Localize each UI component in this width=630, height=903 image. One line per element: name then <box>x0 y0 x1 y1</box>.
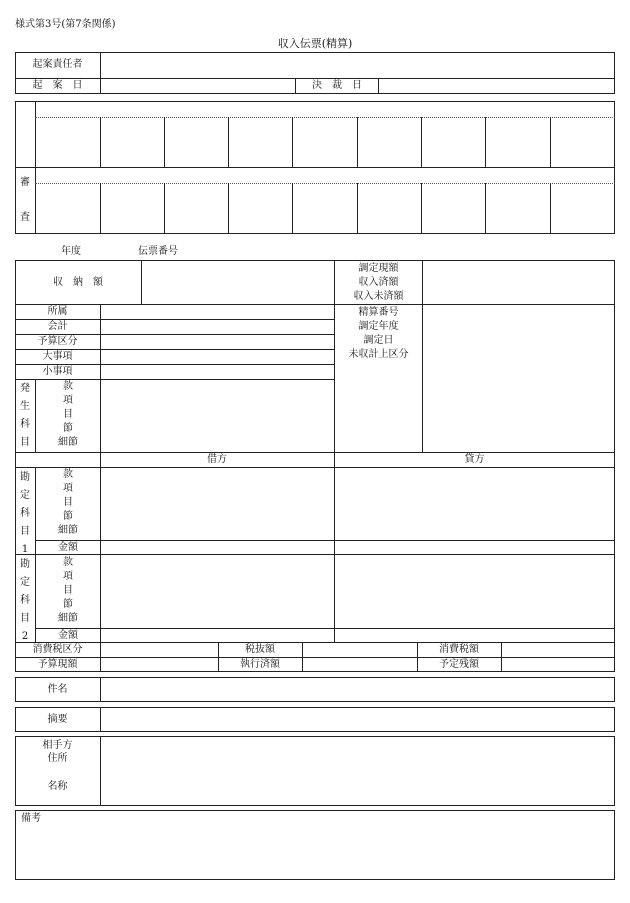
account1-char-5: 1 <box>21 544 29 555</box>
account1-char-2: 定 <box>20 490 30 501</box>
account1-char-3: 科 <box>20 508 30 519</box>
acc1-amount-label: 金額 <box>58 542 78 553</box>
origin-char-4: 目 <box>20 437 30 448</box>
major-item-label: 大事項 <box>42 351 73 362</box>
origin-char-1: 発 <box>20 383 30 394</box>
summary-label: 摘要 <box>47 714 68 725</box>
acc1-saisetsu-label: 細節 <box>58 525 78 536</box>
uncollected-class-label: 未収計上区分 <box>348 349 409 360</box>
partner-label: 相手方 <box>42 740 73 751</box>
subject-field[interactable] <box>101 678 614 701</box>
origin-kan-label: 款 <box>63 381 73 392</box>
acc1-debit-amount[interactable] <box>101 541 333 553</box>
adjust-date-label: 調定日 <box>363 335 394 346</box>
consumption-tax-label: 消費税額 <box>439 644 479 655</box>
acc1-kou-label: 項 <box>63 483 73 494</box>
acc2-debit-amount[interactable] <box>101 629 333 641</box>
acc2-amount-label: 金額 <box>58 630 78 641</box>
remarks-label: 備考 <box>21 813 41 824</box>
receipt-amount-field[interactable] <box>142 261 333 304</box>
remarks-box[interactable] <box>15 810 615 880</box>
subject-label: 件名 <box>47 684 68 695</box>
unreceived-label: 収入未済額 <box>353 291 404 302</box>
acc1-credit-amount[interactable] <box>335 541 614 553</box>
account2-char-4: 目 <box>20 613 30 624</box>
account2-char-5: 2 <box>21 631 29 642</box>
settle-number-label: 精算番号 <box>358 307 399 318</box>
accounting-label: 会計 <box>47 321 68 332</box>
partner-name-label: 名称 <box>47 781 68 792</box>
debit-header: 借方 <box>207 454 227 465</box>
received-label: 収入済額 <box>358 277 399 288</box>
decision-date-label: 決 裁 日 <box>312 80 362 91</box>
summary-field[interactable] <box>101 708 614 731</box>
account2-char-2: 定 <box>20 577 30 588</box>
acc2-kan-label: 款 <box>63 557 73 568</box>
acc2-credit-amount[interactable] <box>335 629 614 641</box>
acc2-saisetsu-label: 細節 <box>58 613 78 624</box>
acc2-moku-label: 目 <box>63 585 73 596</box>
account2-char-1: 勘 <box>20 559 30 570</box>
credit-header: 貸方 <box>464 454 485 465</box>
budget-current-label: 予算現額 <box>37 659 78 670</box>
affiliation-label: 所属 <box>47 306 68 317</box>
tax-class-label: 消費税区分 <box>32 644 83 655</box>
adjust-year-label: 調定年度 <box>358 321 399 332</box>
origin-moku-label: 目 <box>63 409 73 420</box>
origin-char-3: 科 <box>20 419 30 430</box>
origin-saisetsu-label: 細節 <box>58 437 78 448</box>
adjust-current-label: 調定現額 <box>358 263 399 274</box>
tax-excluded-label: 税抜額 <box>245 644 275 655</box>
draft-date-label: 起 案 日 <box>32 80 83 91</box>
voucher-number-label: 伝票番号 <box>138 246 178 257</box>
review-label-2: 査 <box>20 212 30 223</box>
origin-setsu-label: 節 <box>63 423 73 434</box>
partner-field[interactable] <box>101 737 614 805</box>
form-number: 様式第3号(第7条関係) <box>15 19 116 30</box>
origin-char-2: 生 <box>20 401 30 412</box>
acc1-moku-label: 目 <box>63 497 73 508</box>
account2-char-3: 科 <box>20 595 30 606</box>
page-title: 収入伝票(精算) <box>277 37 353 50</box>
proposer-field[interactable] <box>101 53 614 77</box>
planned-balance-label: 予定残額 <box>439 659 479 670</box>
draft-date-field[interactable] <box>101 79 294 93</box>
proposer-label: 起案責任者 <box>32 59 83 70</box>
acc1-setsu-label: 節 <box>63 511 73 522</box>
account1-char-1: 勘 <box>20 472 30 483</box>
acc2-kou-label: 項 <box>63 571 73 582</box>
budget-class-label: 予算区分 <box>37 336 78 347</box>
main-table <box>15 260 615 672</box>
receipt-amount-label: 収 納 額 <box>53 277 103 288</box>
fiscal-year-label: 年度 <box>61 246 81 257</box>
executed-label: 執行済額 <box>240 659 280 670</box>
account1-char-4: 目 <box>20 526 30 537</box>
minor-item-label: 小事項 <box>42 366 73 377</box>
review-label-1: 審 <box>20 177 30 188</box>
origin-kou-label: 項 <box>63 395 73 406</box>
acc1-kan-label: 款 <box>63 469 73 480</box>
acc2-setsu-label: 節 <box>63 599 73 610</box>
decision-date-field[interactable] <box>379 79 614 93</box>
partner-address-label: 住所 <box>47 753 68 764</box>
